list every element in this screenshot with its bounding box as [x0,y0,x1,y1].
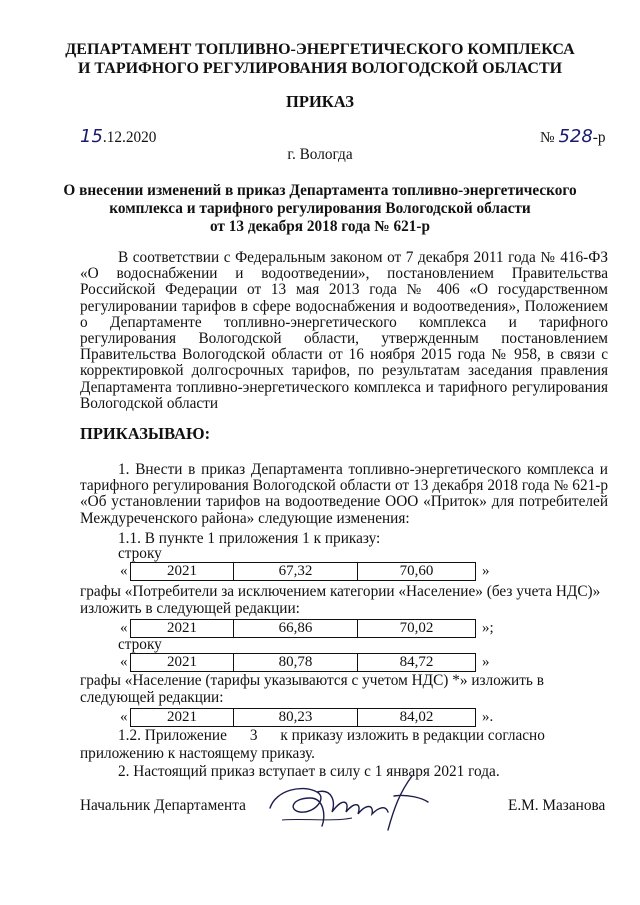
order-date-rest: .12.2020 [102,129,157,146]
item-1-text: 1. Внести в приказ Департамента топливно-энергетического комплекса и тарифного регулирования Вологодской области от 13 декабря 2018 года № 621-р «Об установлении тарифов на водоотведение ООО «Приток» для потребителей Междуреченского района» следующие изменения: [80,461,608,527]
quote-open-3: « [120,654,128,670]
table-cell-value: 67,32 [234,563,358,581]
order-title-line2: комплекса и тарифного регулирования Вологодской области [109,200,531,217]
table-old-row-1 [130,562,476,581]
quote-close-semicolon: »; [482,620,494,636]
table-cell-value: 70,60 [358,563,476,581]
order-title-line3: от 13 декабря 2018 года № 621-р [209,218,431,235]
table-cell-year: 2021 [131,709,234,727]
order-number-suffix: -р [592,129,606,146]
table-new-row-2 [130,708,476,727]
order-number-prefix: № [540,129,555,146]
table-cell-year: 2021 [131,620,234,638]
department-name-line2: И ТАРИФНОГО РЕГУЛИРОВАНИЯ ВОЛОГОДСКОЙ ОБЛАСТИ [77,60,563,77]
grafy-2-line2: следующей редакции: [80,689,224,706]
quote-close-1: » [482,563,490,579]
table-new-row-1 [130,619,476,638]
preamble [80,250,608,412]
grafy-1-line1: графы «Потребители за исключением категории «Население» (без учета НДС)» [80,583,601,600]
grafy-2 [80,672,608,689]
quote-open-4: « [120,709,128,725]
table-cell-value: 80,23 [234,709,358,727]
document-type: ПРИКАЗ [286,92,354,111]
table-cell-value: 70,02 [358,620,476,638]
item-1-2-line1: 1.2. Приложение 3 к приказу изложить в редакции согласно [118,727,545,744]
order-number-handwritten: 528 [558,126,593,147]
item-1-1: 1.1. В пункте 1 приложения 1 к приказу: [118,530,381,547]
stroku-label-1: строку [118,545,162,562]
item-1-2-line2: приложению к настоящему приказу. [80,745,315,762]
signature-name: Е.М. Мазанова [508,797,606,814]
table-cell-year: 2021 [131,563,234,581]
table-old-row-2 [130,653,476,672]
grafy-2-line1: графы «Население (тарифы указываются с учетом НДС) *» изложить в [80,672,544,689]
stroku-label-2: строку [118,636,162,653]
order-number [540,128,606,146]
item-2: 2. Настоящий приказ вступает в силу с 1 января 2021 года. [118,763,500,780]
signature-position: Начальник Департамента [80,797,246,814]
department-name-line1: ДЕПАРТАМЕНТ ТОПЛИВНО-ЭНЕРГЕТИЧЕСКОГО КОМПЛЕКСА [65,41,575,58]
preamble-text: В соответствии с Федеральным законом от 7 декабря 2011 года № 416-ФЗ «О водоснабжении и водоотведении», постановлением Правительства Российской Федерации от 13 мая 2013 года № 406 «О государственном регулировании тарифов в сфере водоснабжения и водоотведения», Положением о Департаменте топливно-энергетического комплекса и тарифного регулирования Вологодской области, утвержденным постановлением Правительства Вологодской области от 16 ноября 2015 года № 958, в связи с корректировкой долгосрочных тарифов, по результатам заседания правления Департамента топливно-энергетического комплекса и тарифного регулирования Вологодской области [80,249,608,412]
order-word: ПРИКАЗЫВАЮ: [80,424,211,443]
quote-open-1: « [120,563,128,579]
order-day-handwritten: 15 [80,126,103,147]
grafy-1-line2: изложить в следующей редакции: [80,600,300,617]
quote-open-2: « [120,620,128,636]
handwritten-signature [262,768,432,838]
table-cell-value: 80,78 [234,654,358,672]
table-cell-value: 84,02 [358,709,476,727]
order-title-line1: О внесении изменений в приказ Департамента топливно-энергетического [63,182,577,199]
city: г. Вологда [287,146,353,163]
quote-close-dot: ». [482,709,494,725]
table-cell-value: 84,72 [358,654,476,672]
table-cell-value: 66,86 [234,620,358,638]
table-cell-year: 2021 [131,654,234,672]
quote-close-3: » [482,654,490,670]
item-1 [80,462,608,527]
order-date [80,128,156,146]
